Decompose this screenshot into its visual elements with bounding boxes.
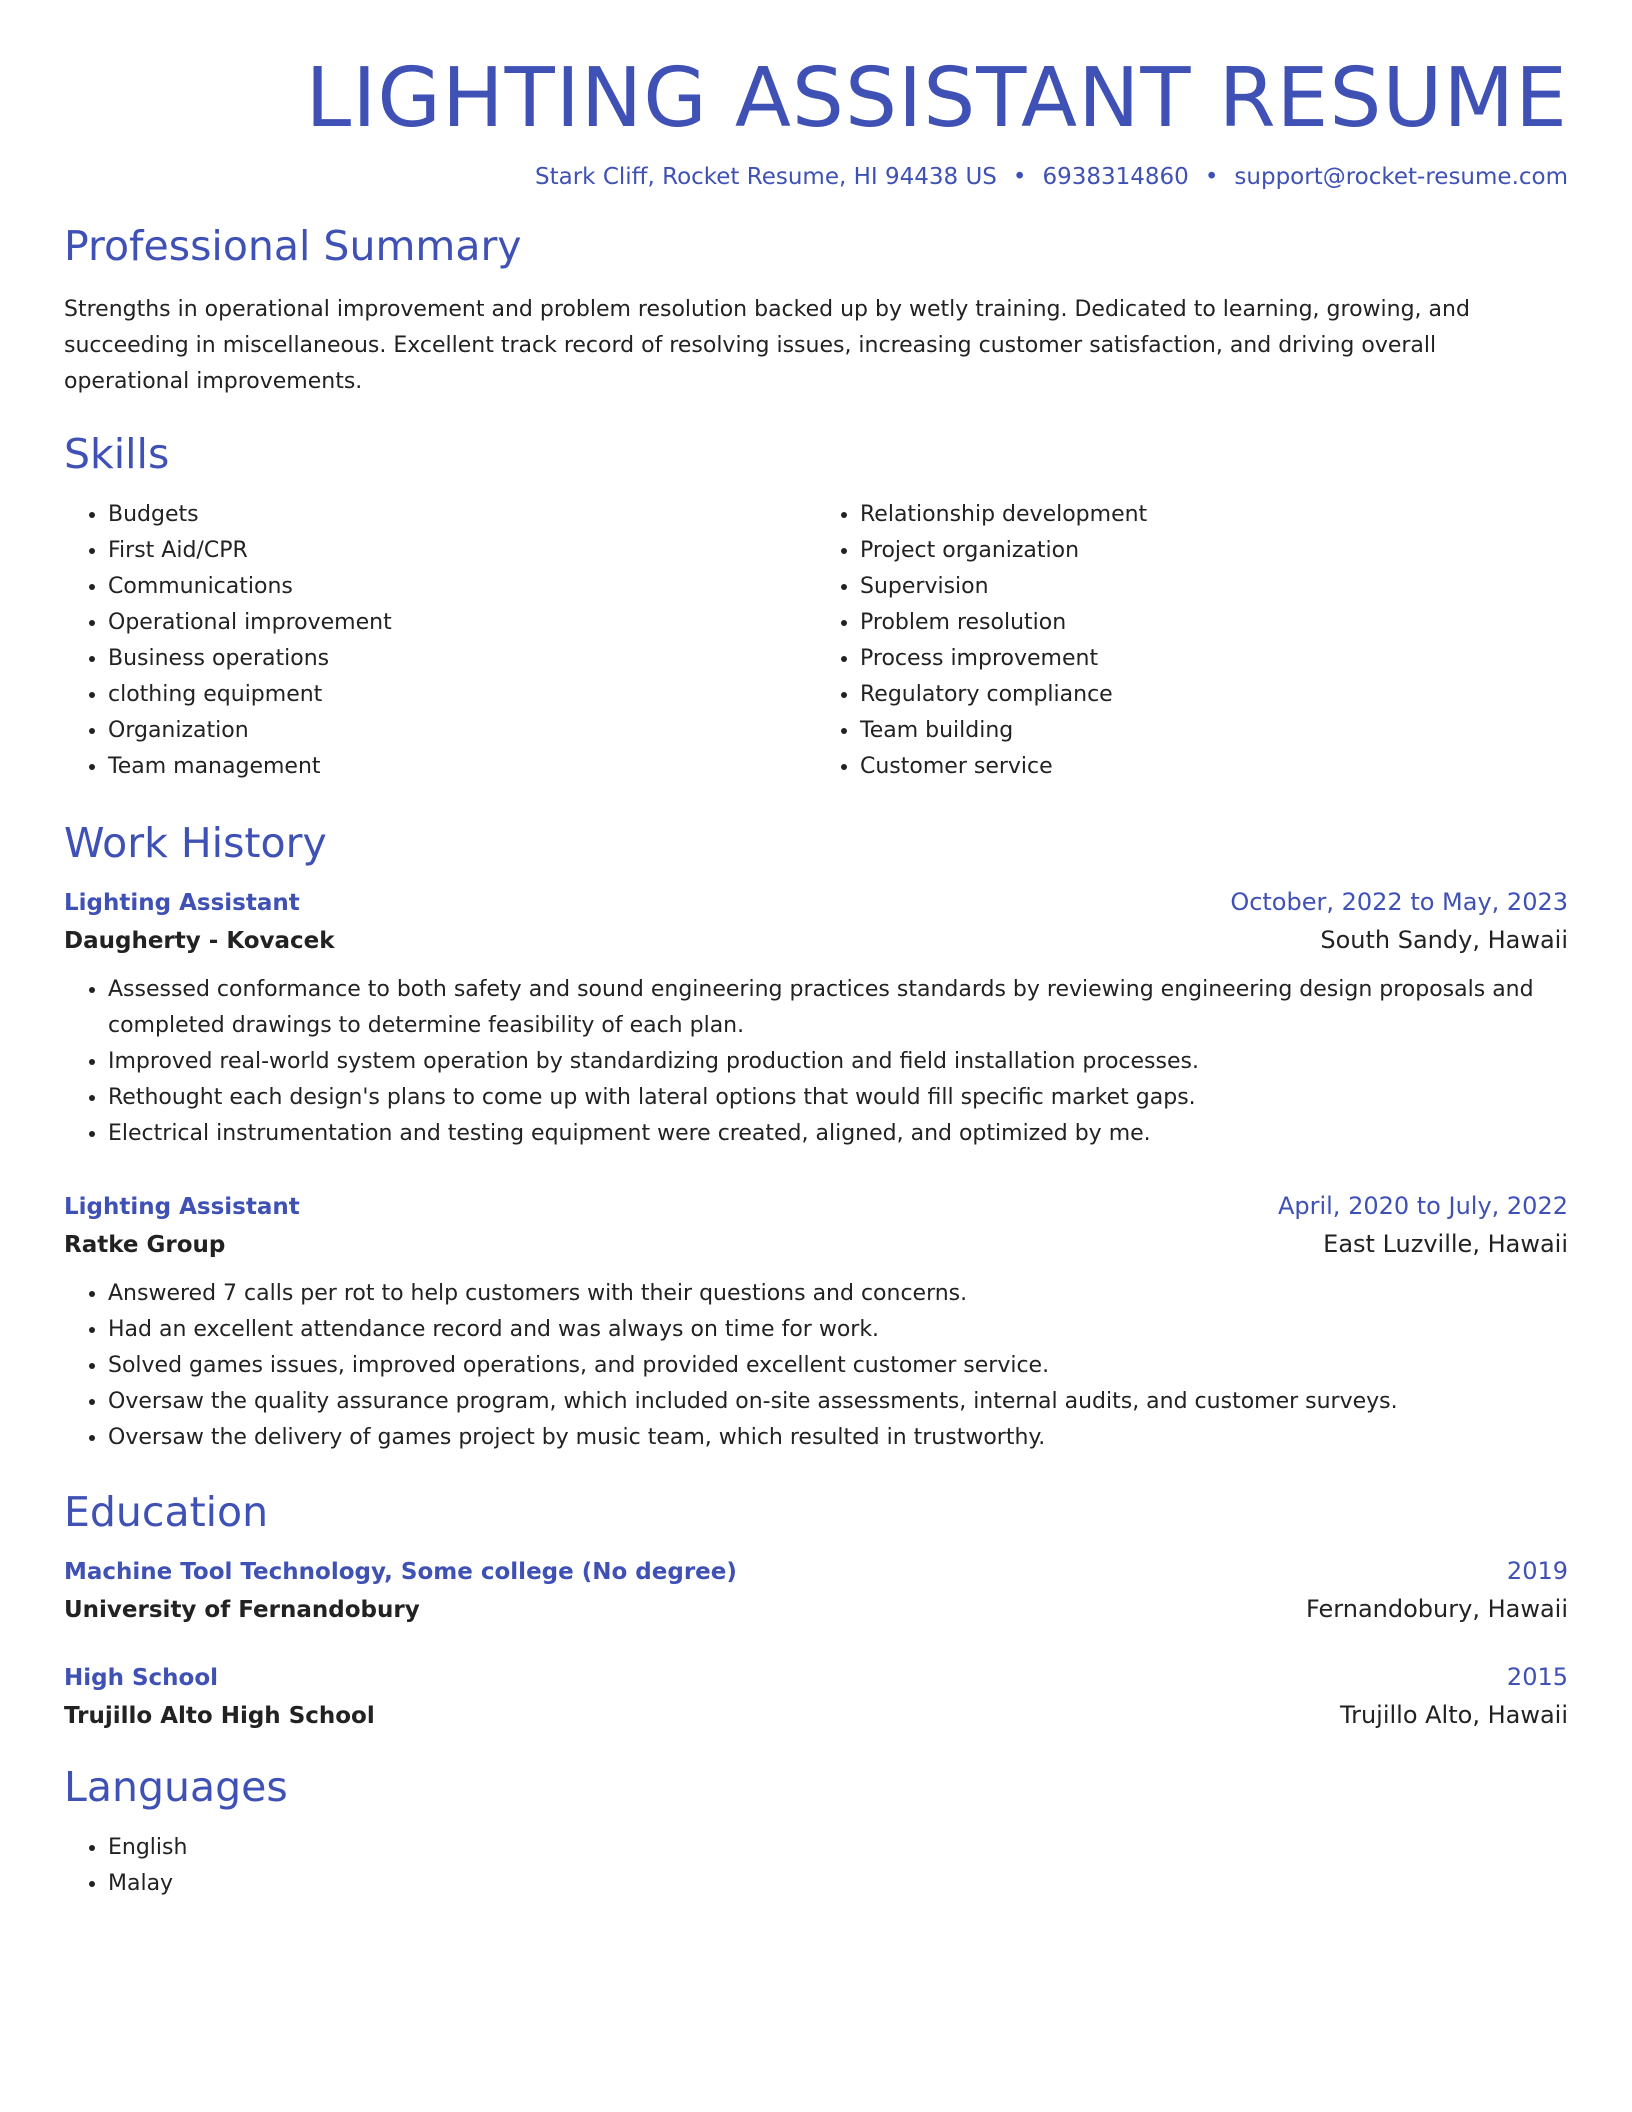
contact-email[interactable]: support@rocket-resume.com [1234,164,1568,191]
language-item: • English [108,1830,1568,1866]
work-history-section [64,819,1568,1456]
skills-section [64,430,1568,785]
skill-item: • Problem resolution [860,605,1568,641]
education-year: 2015 [1506,1663,1568,1692]
skill-item: • Customer service [860,749,1568,785]
languages-list [64,1830,1568,1902]
education-year: 2019 [1506,1557,1568,1586]
job-company-row [64,926,1568,954]
languages-section [64,1763,1568,1902]
skill-item: • Process improvement [860,641,1568,677]
skill-item: • Supervision [860,569,1568,605]
job-header-row [64,888,1568,916]
contact-separator: • [1204,164,1219,191]
resume-header [64,50,1568,190]
skill-item: • clothing equipment [108,677,816,713]
job-title: Lighting Assistant [64,1193,300,1220]
job-bullet: • Rethought each design's plans to come up with lateral options that would fill specific market gaps. [108,1080,1568,1116]
resume-title: LIGHTING ASSISTANT RESUME [305,51,1568,146]
skill-item: • Budgets [108,497,816,533]
job-bullet: • Had an excellent attendance record and was always on time for work. [108,1312,1568,1348]
skills-grid [64,497,1568,785]
skill-item: • Relationship development [860,497,1568,533]
job-bullet: • Oversaw the quality assurance program, which included on-site assessments, internal audits, and customer surveys. [108,1384,1568,1420]
education-location: Fernandobury, Hawaii [1306,1595,1568,1624]
education-header-row [64,1557,1568,1585]
contact-phone: 6938314860 [1042,164,1189,191]
education-entry [64,1663,1568,1729]
languages-heading: Languages [64,1763,288,1812]
summary-heading: Professional Summary [64,222,522,271]
job-header-row [64,1192,1568,1220]
job-bullet: • Solved games issues, improved operations, and provided excellent customer service. [108,1348,1568,1384]
job-location: South Sandy, Hawaii [1320,925,1568,954]
education-location: Trujillo Alto, Hawaii [1339,1701,1568,1730]
job-bullet: • Answered 7 calls per rot to help customers with their questions and concerns. [108,1276,1568,1312]
job-dates: April, 2020 to July, 2022 [1277,1191,1568,1220]
skill-item: • Project organization [860,533,1568,569]
education-degree: Machine Tool Technology, Some college (No degree) [64,1559,737,1586]
job-bullet: • Improved real-world system operation by standardizing production and field installation processes. [108,1044,1568,1080]
skill-item: • Team building [860,713,1568,749]
skill-item: • Communications [108,569,816,605]
contact-line [64,164,1568,190]
education-school: Trujillo Alto High School [64,1703,375,1730]
job-company: Daugherty - Kovacek [64,927,335,954]
skill-item: • Operational improvement [108,605,816,641]
skill-item: • Business operations [108,641,816,677]
job-bullet: • Oversaw the delivery of games project by music team, which resulted in trustworthy. [108,1420,1568,1456]
job-bullet: • Electrical instrumentation and testing equipment were created, aligned, and optimized by me. [108,1116,1568,1152]
education-school: University of Fernandobury [64,1597,420,1624]
education-entry [64,1557,1568,1623]
skills-list-left [64,497,816,785]
job-entry [64,1192,1568,1456]
job-dates: October, 2022 to May, 2023 [1230,887,1568,916]
education-school-row [64,1701,1568,1729]
job-location: East Luzville, Hawaii [1323,1229,1568,1258]
education-heading: Education [64,1487,269,1536]
job-company: Ratke Group [64,1231,226,1258]
education-school-row [64,1595,1568,1623]
job-bullets [64,972,1568,1152]
skills-list-right [816,497,1568,785]
job-bullet: • Assessed conformance to both safety and sound engineering practices standards by reviewing engineering design proposals and completed drawings to determine feasibility of each plan. [108,972,1568,1044]
summary-text: Strengths in operational improvement and problem resolution backed up by wetly training. Dedicated to learning, growing, and succeeding in miscellaneous. Excellent track record of resolving issues, increasing customer satisfaction, and driving overall operational improvements. [64,296,1470,394]
skill-item: • Regulatory compliance [860,677,1568,713]
language-item: • Malay [108,1866,1568,1902]
skill-item: • Organization [108,713,816,749]
job-company-row [64,1230,1568,1258]
education-header-row [64,1663,1568,1691]
skill-item: • First Aid/CPR [108,533,816,569]
skill-item: • Team management [108,749,816,785]
skills-heading: Skills [64,429,170,478]
job-entry [64,888,1568,1152]
education-section [64,1488,1568,1729]
job-title: Lighting Assistant [64,889,300,916]
work-history-heading: Work History [64,818,327,867]
education-degree: High School [64,1665,219,1692]
contact-separator: • [1012,164,1027,191]
summary-section [64,222,1568,399]
job-bullets [64,1276,1568,1456]
contact-address: Stark Cliff, Rocket Resume, HI 94438 US [535,164,997,191]
